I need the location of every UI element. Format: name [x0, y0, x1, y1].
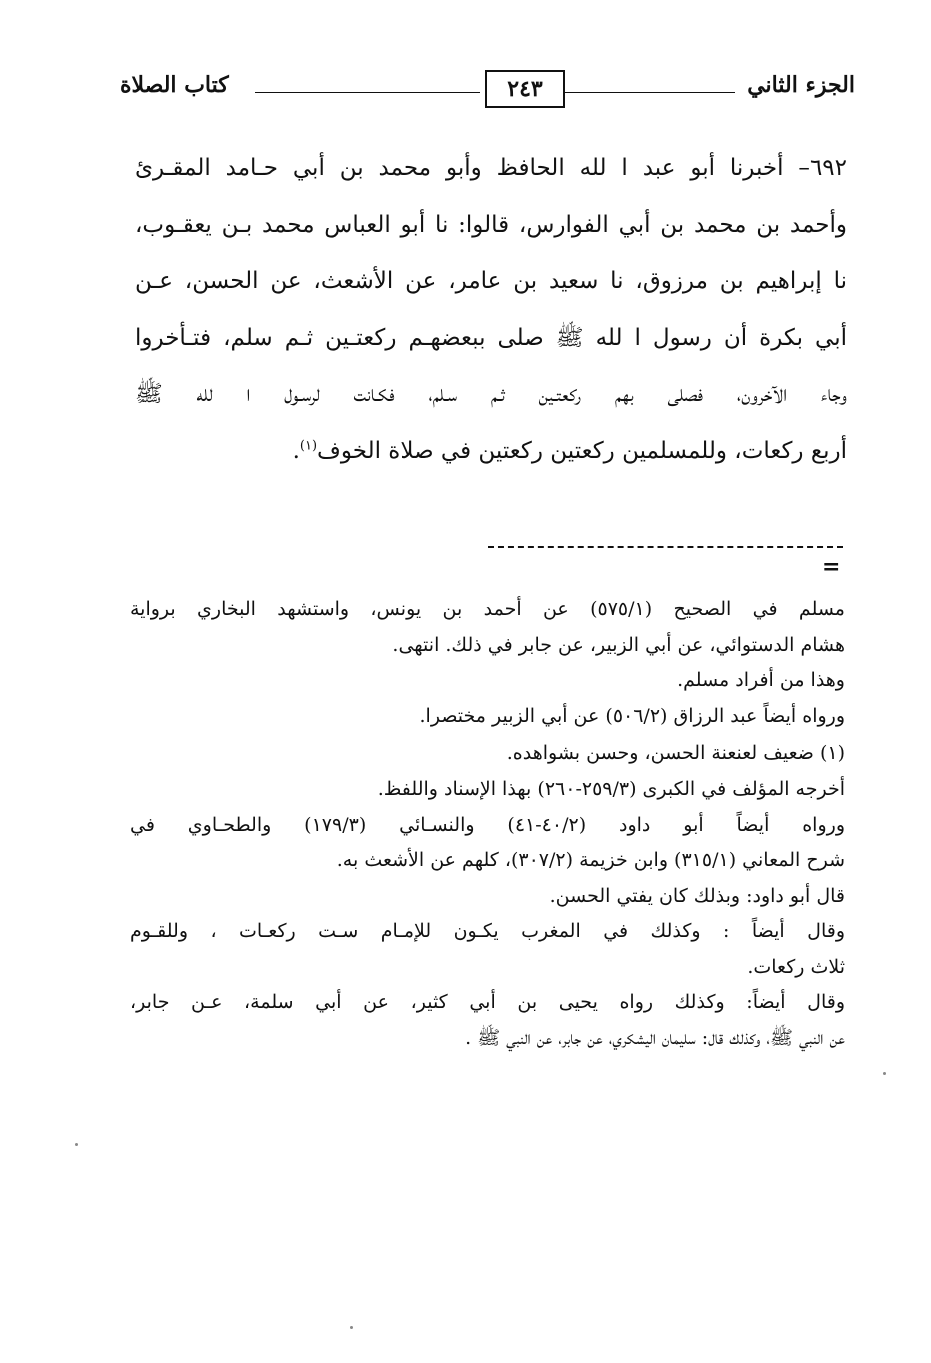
text-line: أبي بكرة أن رسول ا لله ﷺ صلى ببعضهـم ركعتـين ثـم سلم، فتـأخروا: [135, 324, 847, 351]
scan-speck: [350, 1326, 353, 1329]
scan-speck: [883, 1072, 886, 1075]
text-line-last: [135, 423, 847, 480]
note-line: عن النبي ﷺ، وكذلك قال: سليمان اليشكري، عن جابر، عن النبي ﷺ .: [465, 1026, 845, 1049]
footnotes: [130, 592, 845, 1056]
note-line: شرح المعاني (٣١٥/١) وابن خزيمة (٣٠٧/٢)، كلهم عن الأشعث به.: [336, 849, 845, 871]
footnote-separator: [488, 546, 843, 548]
continuation-mark: =: [822, 554, 841, 580]
running-header: [120, 68, 855, 118]
note-line: قال أبو داود: وبذلك كان يفتي الحسن.: [549, 884, 845, 907]
note-line: ثلاث ركعات.: [747, 955, 845, 978]
header-rule-right: [545, 92, 735, 93]
footnote-marker: (١): [299, 437, 318, 453]
book-title: كتاب الصلاة: [120, 72, 229, 98]
text-line: وجاء الآخرون، فصلى بهم ركعتـين ثـم سـلم، فكـانت لرسـول ا لله ﷺ: [135, 381, 847, 407]
end-punctuation: .: [292, 437, 300, 464]
note-line: ورواه أيضاً أبو داود (٤٠/٢-٤١) والنسـائي (١٧٩/٣) والطحـاوي في: [130, 813, 845, 836]
note-line: ضعيف لعنعنة الحسن، وحسن بشواهده.: [506, 742, 814, 764]
note-line: وهذا من أفراد مسلم.: [677, 669, 845, 691]
text-line: أربع ركعات، وللمسلمين ركعتين ركعتين في صلاة الخوف: [317, 437, 847, 464]
scan-speck: [75, 1143, 78, 1146]
page-number-box: ٢٤٣: [485, 70, 565, 108]
volume-label: الجزء الثاني: [747, 72, 855, 98]
note-line: هشام الدستوائي، عن أبي الزبير، عن جابر في ذلك. انتهى.: [392, 633, 845, 656]
hadith-text: [135, 140, 847, 479]
note-line: وقال أيضاً: وكذلك رواه يحيى بن أبي كثير، عن أبي سلمة، عـن جابر،: [130, 991, 845, 1013]
footnote-first-line: [130, 734, 845, 772]
footnote-number: (١): [819, 742, 845, 764]
note-line: ورواه أيضاً عبد الرزاق (٥٠٦/٢) عن أبي الزبير مختصرا.: [419, 704, 845, 727]
note-line: أخرجه المؤلف في الكبرى (٢٥٩/٣-٢٦٠) بهذا الإسناد واللفظ.: [377, 778, 845, 800]
text-line: نا إبراهيم بن مرزوق، نا سعيد بن عامر، عن الأشعث، عن الحسن، عـن: [135, 268, 847, 294]
note-line: وقال أيضاً : وكذلك في المغرب يكـون للإمـام سـت ركعـات ، وللقـوم: [130, 920, 845, 942]
header-rule-left: [255, 92, 480, 93]
text-line: ٦٩٢– أخبرنا أبو عبد ا لله الحافظ وأبو محمد بن أبي حـامد المقـرئ: [135, 155, 847, 181]
text-line: وأحمد بن محمد بن أبي الفوارس، قالوا: نا أبو العباس محمد بـن يعقـوب،: [135, 211, 847, 238]
note-line: مسلم في الصحيح (٥٧٥/١) عن أحمد بن يونس، واستشهد البخاري برواية: [130, 598, 845, 620]
